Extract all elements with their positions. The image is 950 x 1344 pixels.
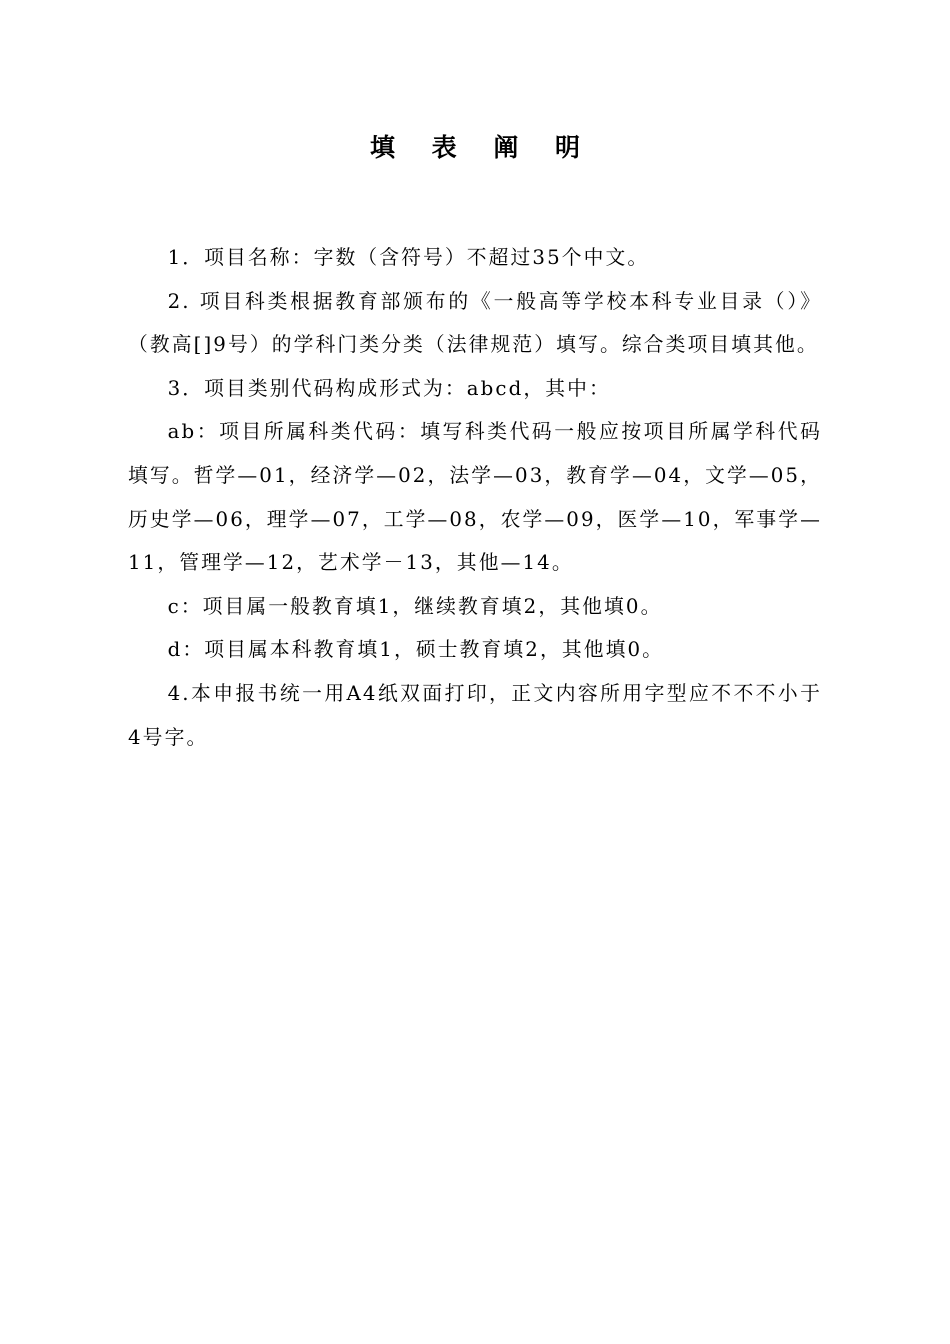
instruction-item-code-ab: ab：项目所属科类代码：填写科类代码一般应按项目所属学科代码填写。哲学—01，经济学—02，法学—03，教育学—04，文学—05，历史学—06，理学—07，工学—08，农学—09，医学—10，军事学—11，管理学—12，艺术学－13，其他—14。 xyxy=(128,420,822,575)
instruction-item-code-d: d：项目属本科教育填1，硕士教育填2，其他填0。 xyxy=(167,638,665,662)
instruction-item-category-code: 3．项目类别代码构成形式为：abcd，其中： xyxy=(167,376,611,400)
page-title: 填 表 阐 明 xyxy=(369,133,595,162)
instruction-item-print-format: 4.本申报书统一用A4纸双面打印，正文内容所用字型应不不不小于4号字。 xyxy=(128,681,822,749)
instructions-body xyxy=(128,236,822,759)
instruction-item-project-name: 1．项目名称：字数（含符号）不超过35个中文。 xyxy=(167,246,650,269)
instruction-item-code-c: c：项目属一般教育填1，继续教育填2，其他填0。 xyxy=(167,594,663,618)
instruction-item-project-category: 2. 项目科类根据教育部颁布的《一般高等学校本科专业目录（）》（教高[]9号）的学科门类分类（法律规范）填写。综合类项目填其他。 xyxy=(128,289,822,357)
